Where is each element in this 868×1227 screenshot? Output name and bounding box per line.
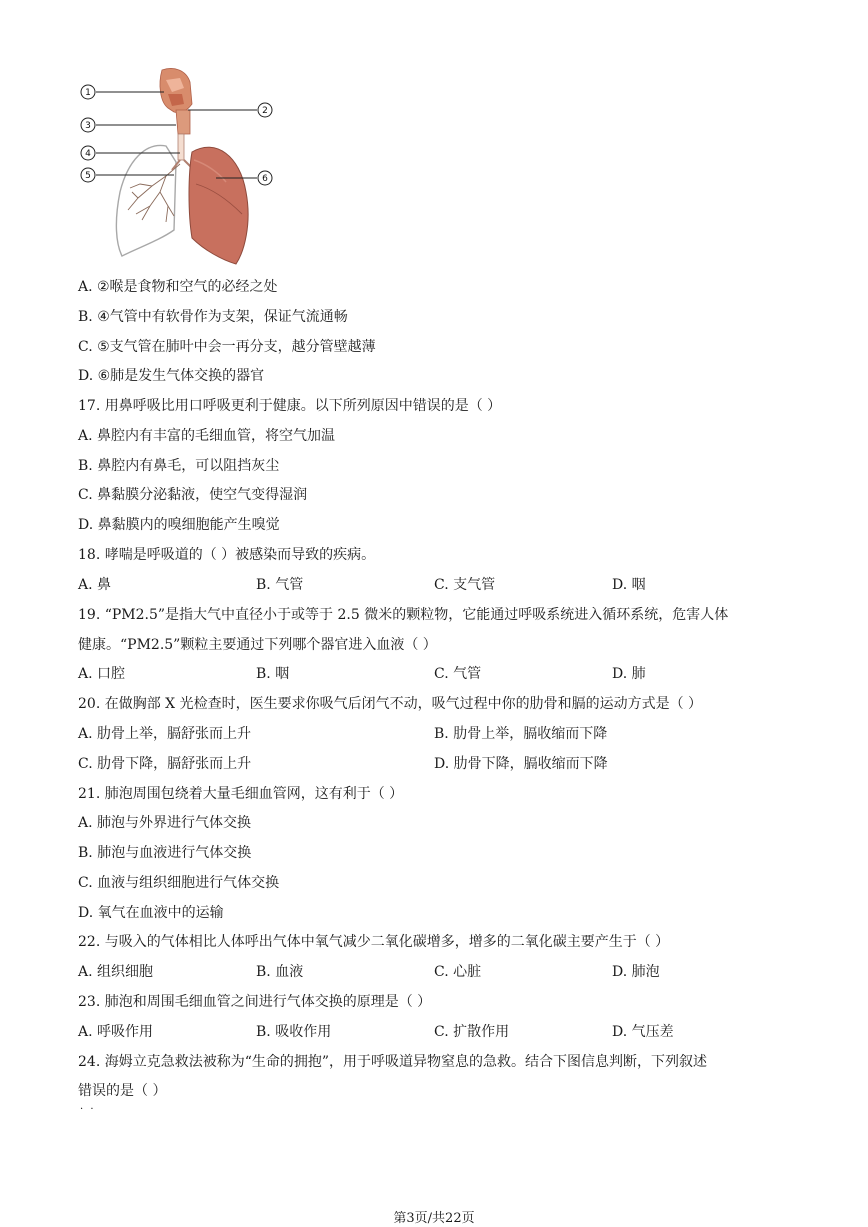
q22-stem: 22. 与吸入的气体相比人体呼出气体中氧气减少二氧化碳增多，增多的二氧化碳主要产生于（ ）	[78, 934, 670, 950]
q19-option-b: B. 咽	[256, 666, 290, 682]
left-lung-outline	[116, 145, 176, 256]
q21-option-b: B. 肺泡与血液进行气体交换	[78, 845, 252, 861]
marker-4: 4④	[85, 149, 91, 159]
q18-option-a: A. 鼻	[78, 577, 112, 593]
q21-option-d: D. 氧气在血液中的运输	[78, 905, 224, 921]
q19-option-c: C. 气管	[434, 666, 482, 682]
q23-option-d: D. 气压差	[612, 1024, 674, 1040]
q20-option-c: C. 肋骨下降，膈舒张而上升	[78, 756, 252, 772]
q21-option-c: C. 血液与组织细胞进行气体交换	[78, 875, 280, 891]
q21-stem: 21. 肺泡周围包绕着大量毛细血管网，这有利于（ ）	[78, 786, 404, 802]
q16-option-a: A. ②喉是食物和空气的必经之处	[78, 279, 278, 295]
q19-stem-line2: 健康。“PM2.5”颗粒主要通过下列哪个器官进入血液（ ）	[78, 637, 437, 653]
q23-option-c: C. 扩散作用	[434, 1024, 510, 1040]
q22-option-d: D. 肺泡	[612, 964, 660, 980]
q18-option-b: B. 气管	[256, 577, 304, 593]
marker-3: 3③	[85, 121, 91, 131]
q19-option-a: A. 口腔	[78, 666, 126, 682]
q23-option-a: A. 呼吸作用	[78, 1024, 154, 1040]
q20-option-d: D. 肋骨下降，膈收缩而下降	[434, 756, 608, 772]
q23-stem: 23. 肺泡和周围毛细血管之间进行气体交换的原理是（ ）	[78, 994, 432, 1010]
larynx	[176, 110, 190, 134]
q20-option-a: A. 肋骨上举，膈舒张而上升	[78, 726, 252, 742]
q21-option-a: A. 肺泡与外界进行气体交换	[78, 815, 252, 831]
marker-5: 5⑤	[85, 171, 91, 181]
q16-option-c: C. ⑤支气管在肺叶中会一再分支，越分管壁越薄	[78, 339, 376, 355]
q18-option-d: D. 咽	[612, 577, 646, 593]
q17-stem: 17. 用鼻呼吸比用口呼吸更利于健康。以下所列原因中错误的是（ ）	[78, 398, 502, 414]
bronchial-tree	[128, 164, 180, 222]
q23-option-b: B. 吸收作用	[256, 1024, 332, 1040]
q24-stem-line1: 24. 海姆立克急救法被称为“生命的拥抱”，用于呼吸道异物窒息的急救。结合下图信息判断，下列叙述	[78, 1054, 708, 1070]
page-number: 第3页/共22页	[393, 1211, 475, 1226]
q22-option-b: B. 血液	[256, 964, 304, 980]
marker-1: 1①	[85, 88, 91, 98]
q16-option-b: B. ④气管中有软骨作为支架，保证气流通畅	[78, 309, 348, 325]
q17-option-b: B. 鼻腔内有鼻毛，可以阻挡灰尘	[78, 458, 280, 474]
q17-option-d: D. 鼻黏膜内的嗅细胞能产生嗅觉	[78, 517, 280, 533]
respiratory-system-figure	[76, 64, 282, 270]
q22-option-a: A. 组织细胞	[78, 964, 154, 980]
marker-6: 6⑥	[262, 174, 268, 184]
q19-option-d: D. 肺	[612, 666, 646, 682]
q18-option-c: C. 支气管	[434, 577, 496, 593]
q17-option-c: C. 鼻黏膜分泌黏液，使空气变得湿润	[78, 487, 308, 503]
q18-stem: 18. 哮喘是呼吸道的（ ）被感染而导致的疾病。	[78, 547, 376, 563]
figure-fragment: · ·	[80, 1104, 96, 1115]
q22-option-c: C. 心脏	[434, 964, 482, 980]
right-lung	[189, 147, 248, 264]
q17-option-a: A. 鼻腔内有丰富的毛细血管，将空气加温	[78, 428, 336, 444]
q20-option-b: B. 肋骨上举，膈收缩而下降	[434, 726, 608, 742]
marker-2: 2②	[262, 106, 268, 116]
q16-option-d: D. ⑥肺是发生气体交换的器官	[78, 368, 265, 384]
trachea	[178, 134, 184, 160]
q20-stem: 20. 在做胸部 X 光检查时，医生要求你吸气后闭气不动，吸气过程中你的肋骨和膈的运动方式是（ ）	[78, 696, 703, 712]
q19-stem-line1: 19. “PM2.5”是指大气中直径小于或等于 2.5 微米的颗粒物，它能通过呼吸系统进入循环系统，危害人体	[78, 607, 729, 623]
q24-stem-line2: 错误的是（ ）	[78, 1083, 167, 1099]
